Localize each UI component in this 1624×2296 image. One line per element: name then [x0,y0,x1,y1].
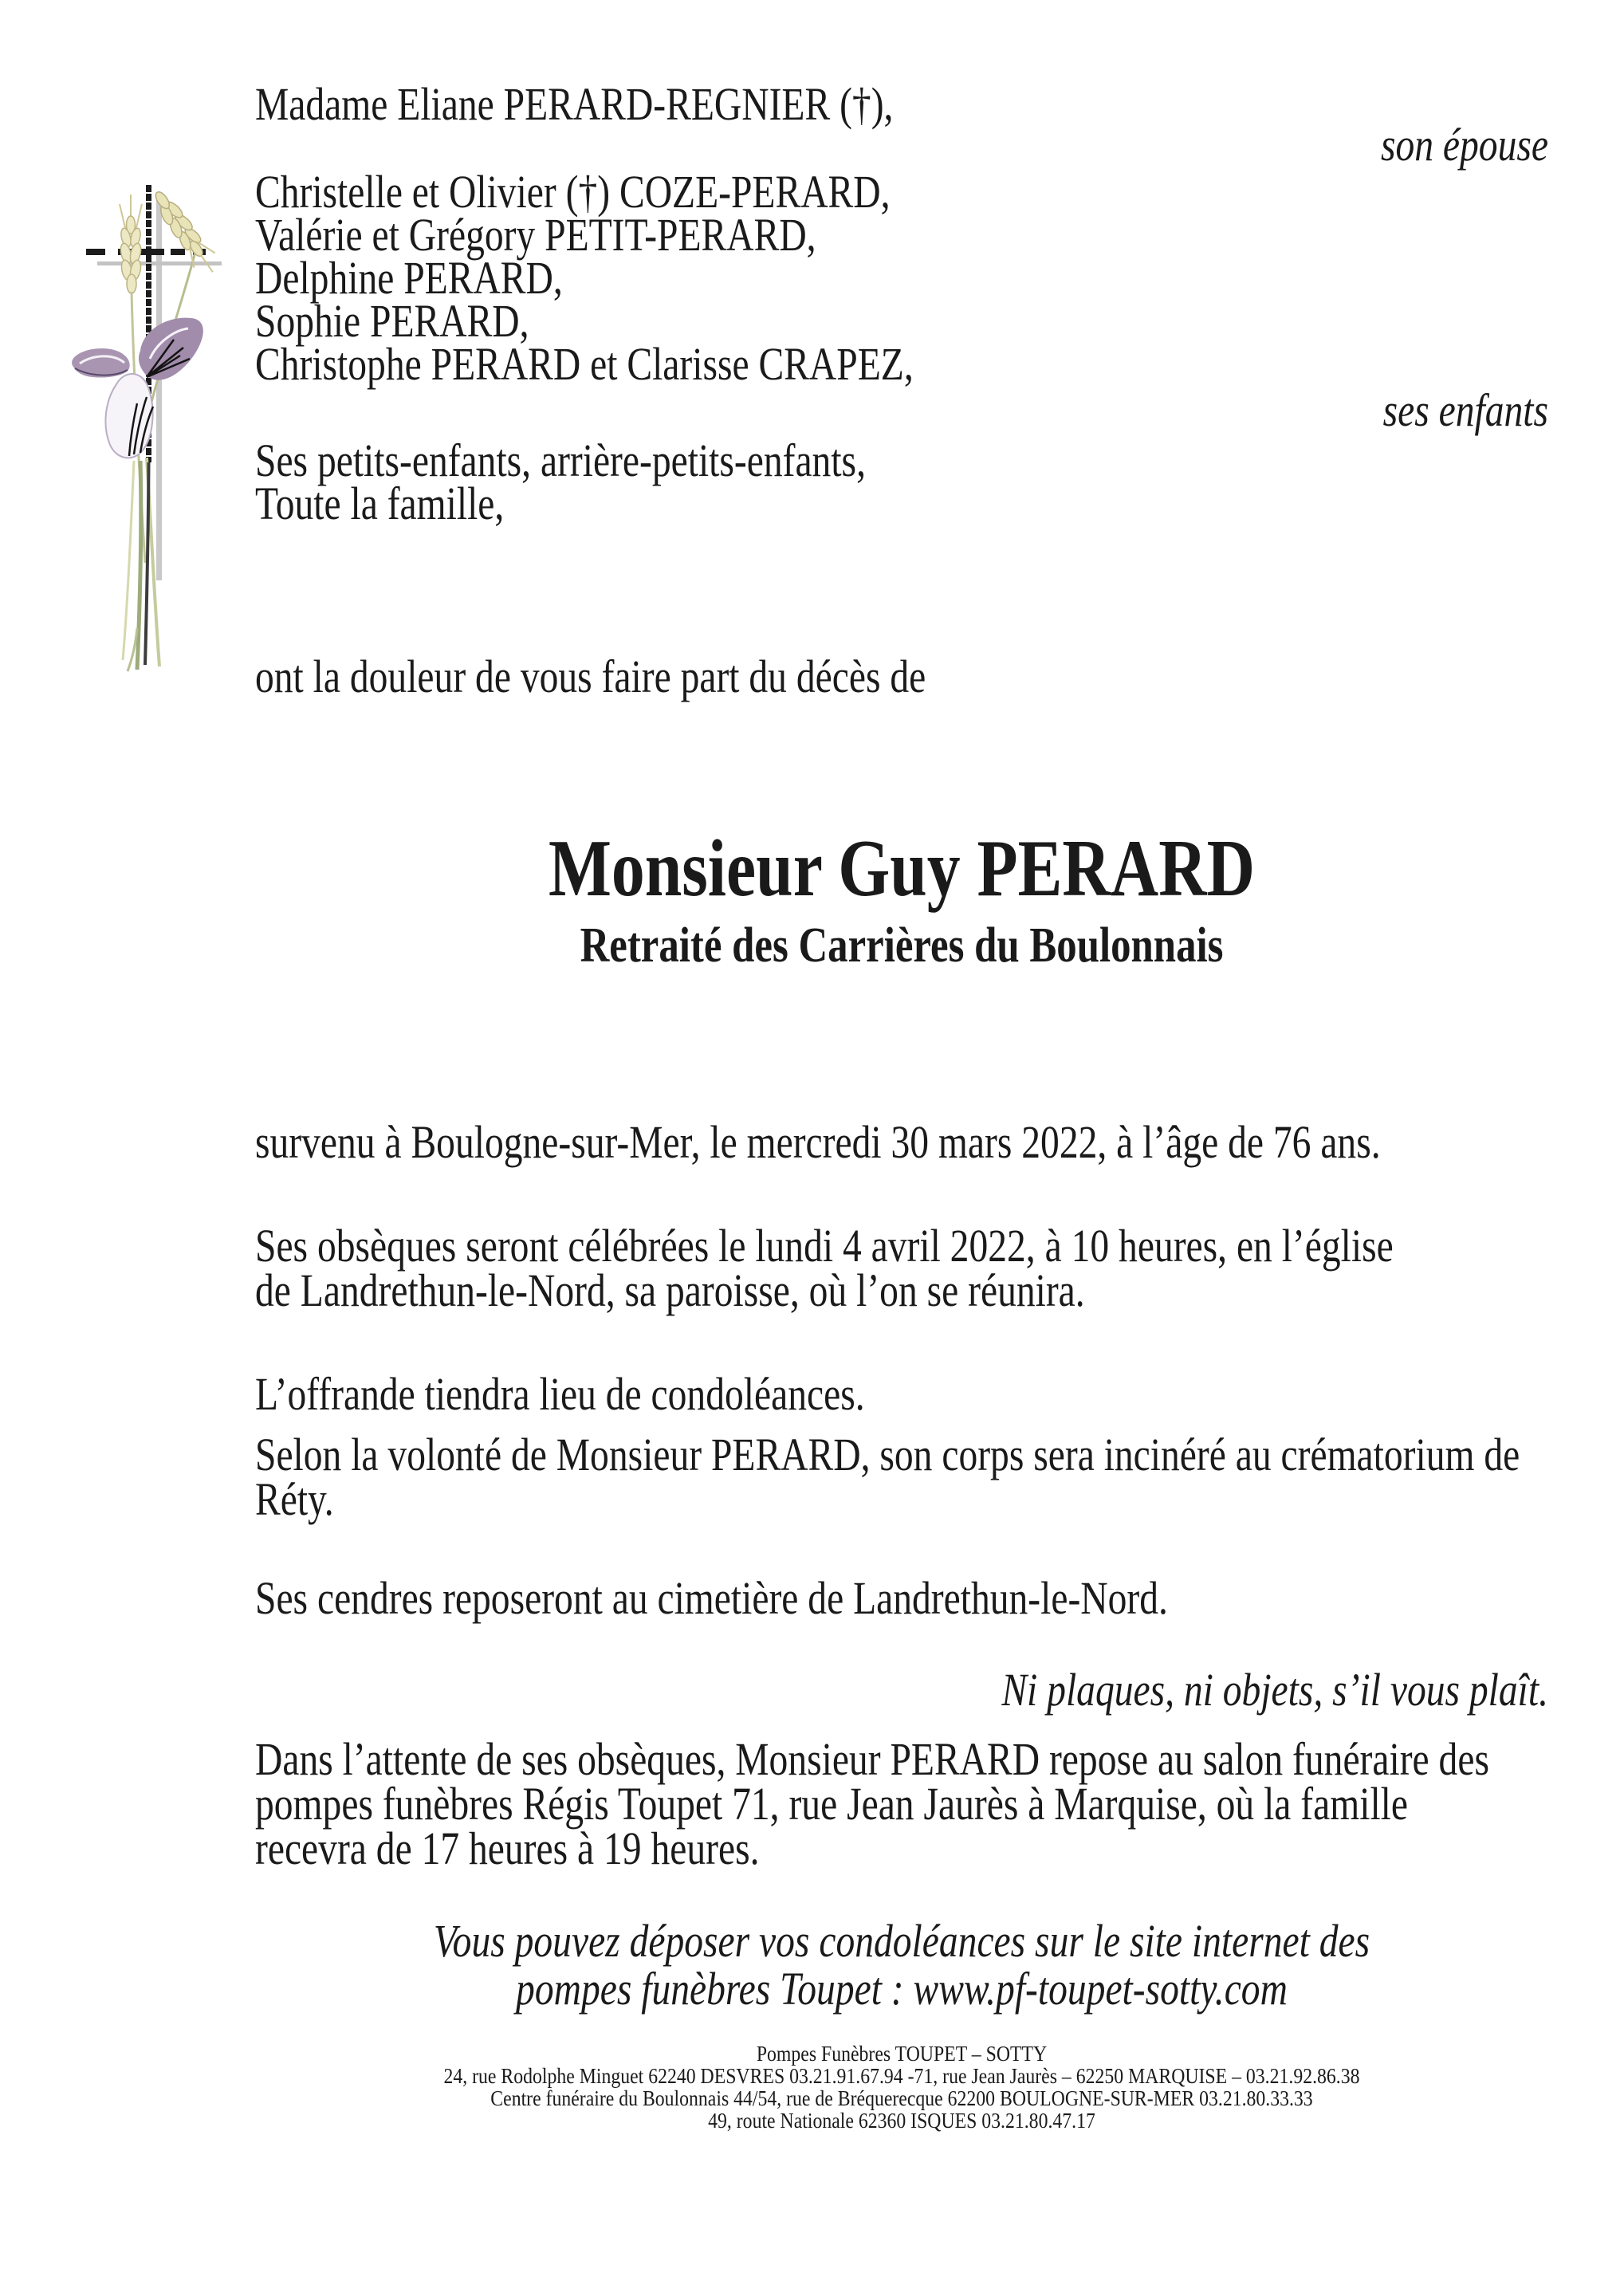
calla-lily-white [105,374,153,458]
announcement-line: ont la douleur de vous faire part du décès de [255,651,926,702]
deceased-subtitle: Retraité des Carrières du Boulonnais [580,918,1224,973]
no-plaques-request-line: Ni plaques, ni objets, s’il vous plaît. [1001,1664,1548,1716]
child-name-line: Christelle et Olivier (†) COZE-PERARD, [255,166,891,218]
cremation-line-1: Selon la volonté de Monsieur PERARD, son corps sera incinéré au crématorium de [255,1429,1520,1480]
funeral-home-address-line: 49, route Nationale 62360 ISQUES 03.21.80.47.17 [708,2109,1095,2133]
spouse-role-label: son épouse [1380,119,1548,171]
funeral-home-footer [332,2042,1470,2132]
cross-shadow-horizontal [97,261,222,265]
wheat-ear-left [119,195,143,293]
funeral-home-address-line: Centre funéraire du Boulonnais 44/54, rue de Bréquerecque 62200 BOULOGNE-SUR-MER 03.21.80.33.33 [490,2086,1313,2110]
child-name-line: Delphine PERARD, [255,252,563,304]
cremation-line-2: Réty. [255,1473,334,1525]
cross-lilies-wheat-icon [64,182,239,676]
funeral-home-name: Pompes Funèbres TOUPET – SOTTY [756,2042,1048,2066]
child-name-line: Valérie et Grégory PETIT-PERARD, [255,209,816,261]
flower-stems [123,458,159,671]
ashes-line: Ses cendres reposeront au cimetière de Landrethun-le-Nord. [255,1572,1168,1624]
child-name-line: Sophie PERARD, [255,295,529,347]
child-name-line: Christophe PERARD et Clarisse CRAPEZ, [255,338,914,390]
calla-lily-purple-left [72,348,130,378]
death-details-line: survenu à Boulogne-sur-Mer, le mercredi 30 mars 2022, à l’âge de 76 ans. [255,1116,1381,1168]
family-line: Toute la famille, [255,478,505,529]
cross-shadow-vertical [156,199,162,580]
funeral-details-line-1: Ses obsèques seront célébrées le lundi 4 avril 2022, à 10 heures, en l’église [255,1220,1394,1272]
online-condolences-line-2: pompes funèbres Toupet : www.pf-toupet-sotty.com [516,1963,1288,2015]
children-names-list [255,166,1058,390]
deceased-name-title: Monsieur Guy PERARD [548,824,1256,914]
online-condolences-line-1: Vous pouvez déposer vos condoléances sur le site internet des [433,1915,1370,1967]
repose-line-1: Dans l’attente de ses obsèques, Monsieur PERARD repose au salon funéraire des [255,1733,1489,1785]
funeral-details-line-2: de Landrethun-le-Nord, sa paroisse, où l’on se réunira. [255,1264,1085,1316]
repose-line-3: recevra de 17 heures à 19 heures. [255,1822,760,1874]
repose-line-2: pompes funèbres Régis Toupet 71, rue Jean Jaurès à Marquise, où la famille [255,1778,1408,1830]
offering-line: L’offrande tiendra lieu de condoléances. [255,1368,865,1420]
funeral-home-address-line: 24, rue Rodolphe Minguet 62240 DESVRES 03.21.91.67.94 -71, rue Jean Jaurès – 62250 MARQUISE – 03.21.92.86.38 [443,2064,1360,2088]
spouse-name-line: Madame Eliane PERARD-REGNIER (†), [255,78,894,130]
children-role-label: ses enfants [1382,384,1548,436]
grandchildren-line: Ses petits-enfants, arrière-petits-enfants, [255,434,866,486]
